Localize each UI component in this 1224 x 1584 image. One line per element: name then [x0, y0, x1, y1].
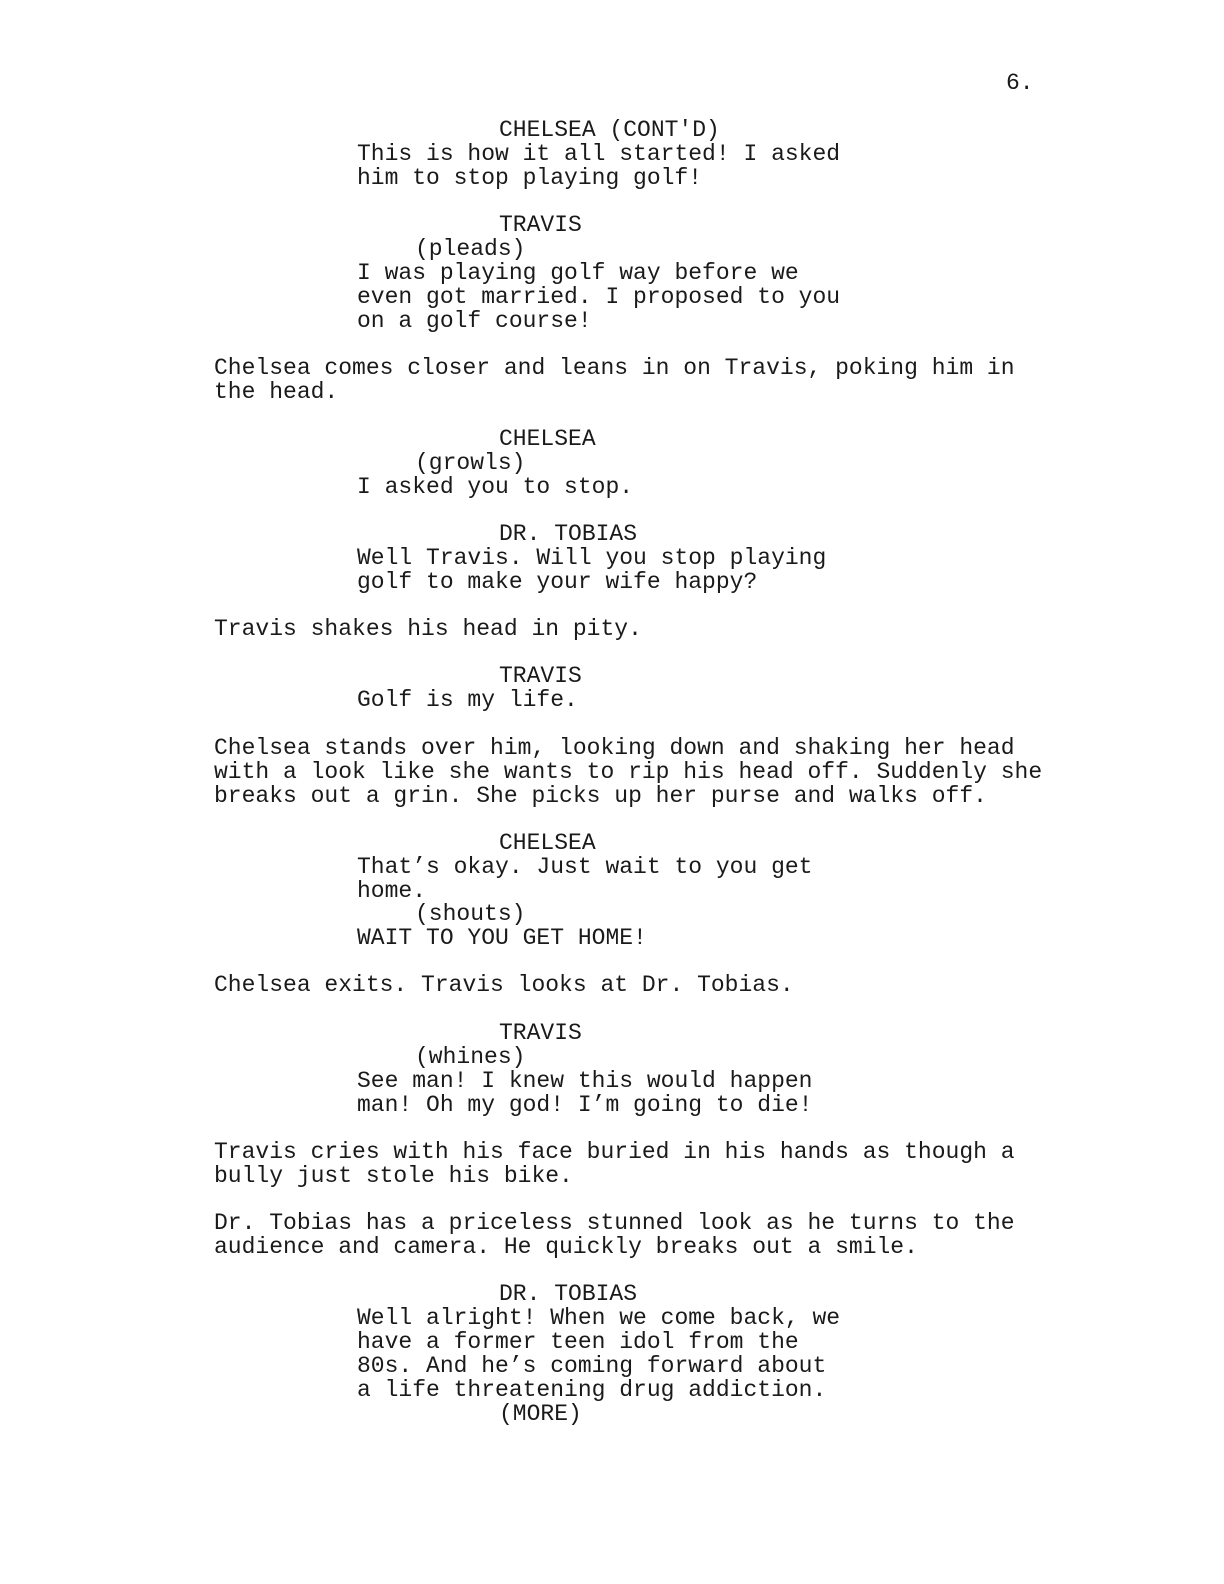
dialogue-line: I asked you to stop. [357, 474, 634, 500]
dialogue-line: Well alright! When we come back, we [357, 1305, 841, 1331]
character-cue: TRAVIS [499, 1020, 582, 1046]
dialogue-line: on a golf course! [357, 308, 592, 334]
character-cue: TRAVIS [499, 212, 582, 238]
action-line: Travis cries with his face buried in his hands as though a [214, 1139, 1015, 1165]
character-cue: DR. TOBIAS [499, 1281, 638, 1307]
character-cue: TRAVIS [499, 663, 582, 689]
dialogue-line: a life threatening drug addiction. [357, 1377, 827, 1403]
dialogue-line: golf to make your wife happy? [357, 569, 758, 595]
dialogue-line: even got married. I proposed to you [357, 284, 841, 310]
action-line: the head. [214, 379, 339, 405]
page-number: 6. [1006, 70, 1034, 96]
parenthetical: (pleads) [415, 236, 526, 262]
action-line: breaks out a grin. She picks up her purse and walks off. [214, 783, 987, 809]
dialogue-line: Golf is my life. [357, 687, 578, 713]
dialogue-line: That’s okay. Just wait to you get [357, 854, 813, 880]
dialogue-line: WAIT TO YOU GET HOME! [357, 925, 647, 951]
parenthetical: (shouts) [415, 901, 526, 927]
dialogue-line: have a former teen idol from the [357, 1329, 799, 1355]
character-cue: DR. TOBIAS [499, 521, 638, 547]
dialogue-line: Well Travis. Will you stop playing [357, 545, 827, 571]
action-line: Chelsea exits. Travis looks at Dr. Tobias. [214, 972, 794, 998]
action-line: audience and camera. He quickly breaks out a smile. [214, 1234, 918, 1260]
character-cue: CHELSEA [499, 426, 596, 452]
parenthetical: (growls) [415, 450, 526, 476]
action-line: bully just stole his bike. [214, 1163, 573, 1189]
character-cue: CHELSEA [499, 830, 596, 856]
more-marker: (MORE) [499, 1401, 582, 1427]
dialogue-line: I was playing golf way before we [357, 260, 799, 286]
action-line: Travis shakes his head in pity. [214, 616, 642, 642]
parenthetical: (whines) [415, 1044, 526, 1070]
dialogue-line: See man! I knew this would happen [357, 1068, 813, 1094]
dialogue-line: home. [357, 878, 427, 904]
character-cue: CHELSEA (CONT'D) [499, 117, 720, 143]
dialogue-line: 80s. And he’s coming forward about [357, 1353, 827, 1379]
dialogue-line: man! Oh my god! I’m going to die! [357, 1092, 813, 1118]
action-line: Chelsea stands over him, looking down and shaking her head [214, 735, 1015, 761]
action-line: with a look like she wants to rip his head off. Suddenly she [214, 759, 1043, 785]
action-line: Chelsea comes closer and leans in on Travis, poking him in [214, 355, 1015, 381]
action-line: Dr. Tobias has a priceless stunned look as he turns to the [214, 1210, 1015, 1236]
dialogue-line: him to stop playing golf! [357, 165, 703, 191]
dialogue-line: This is how it all started! I asked [357, 141, 841, 167]
